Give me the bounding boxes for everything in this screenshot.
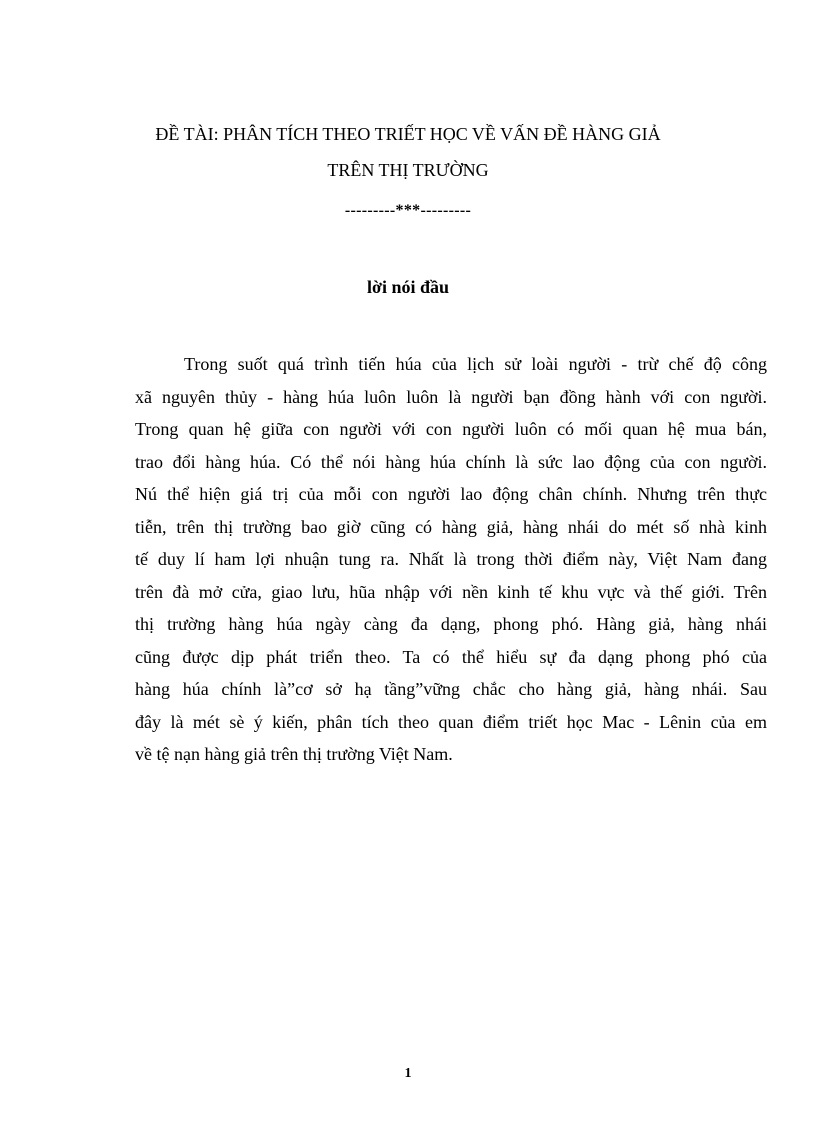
paragraph-line: đây là mét sè ý kiến, phân tích theo quan điểm triết học Mac - Lênin của em	[135, 711, 767, 732]
paragraph-line: Trong quan hệ giữa con người với con người luôn có mối quan hệ mua bán,	[135, 419, 767, 439]
section-divider: ---------***---------	[344, 202, 472, 219]
paragraph-line: tiễn, trên thị trường bao giờ cũng có hàng giả, hàng nhái do mét số nhà kinh	[135, 516, 767, 537]
paragraph-line: xã nguyên thủy - hàng húa luôn luôn là người bạn đồng hành với con người.	[135, 386, 767, 407]
paragraph-line: Nú thể hiện giá trị của mỗi con người lao động chân chính. Nhưng trên thực	[135, 484, 767, 504]
paragraph-line: tế duy lí ham lợi nhuận tung ra. Nhất là trong thời điểm này, Việt Nam đang	[135, 549, 767, 569]
paragraph-line: Trong suốt quá trình tiến húa của lịch sử loài người - trừ chế độ công	[184, 354, 767, 374]
paragraph-line: hàng húa chính là”cơ sở hạ tầng”vững chắc cho hàng giả, hàng nhái. Sau	[135, 679, 767, 699]
document-title-line-1: ĐỀ TÀI: PHÂN TÍCH THEO TRIẾT HỌC VỀ VẤN ĐỀ HÀNG GIẢ	[155, 124, 661, 144]
paragraph-line: về tệ nạn hàng giả trên thị trường Việt Nam.	[135, 744, 453, 764]
paragraph-line: trao đổi hàng húa. Có thể nói hàng húa chính là sức lao động của con người.	[135, 451, 767, 472]
section-heading: lời nói đầu	[366, 277, 449, 297]
paragraph-line: thị trường hàng húa ngày càng đa dạng, phong phó. Hàng giả, hàng nhái	[135, 614, 767, 634]
paragraph-line: trên đà mở cửa, giao lưu, hũa nhập với nền kinh tế khu vực và thế giới. Trên	[135, 581, 767, 602]
document-title-line-2: TRÊN THỊ TRƯỜNG	[327, 160, 489, 180]
intro-paragraph	[135, 348, 767, 771]
page-number: 1	[404, 1066, 412, 1081]
paragraph-line: cũng được dịp phát triển theo. Ta có thể hiểu sự đa dạng phong phó của	[135, 646, 767, 667]
